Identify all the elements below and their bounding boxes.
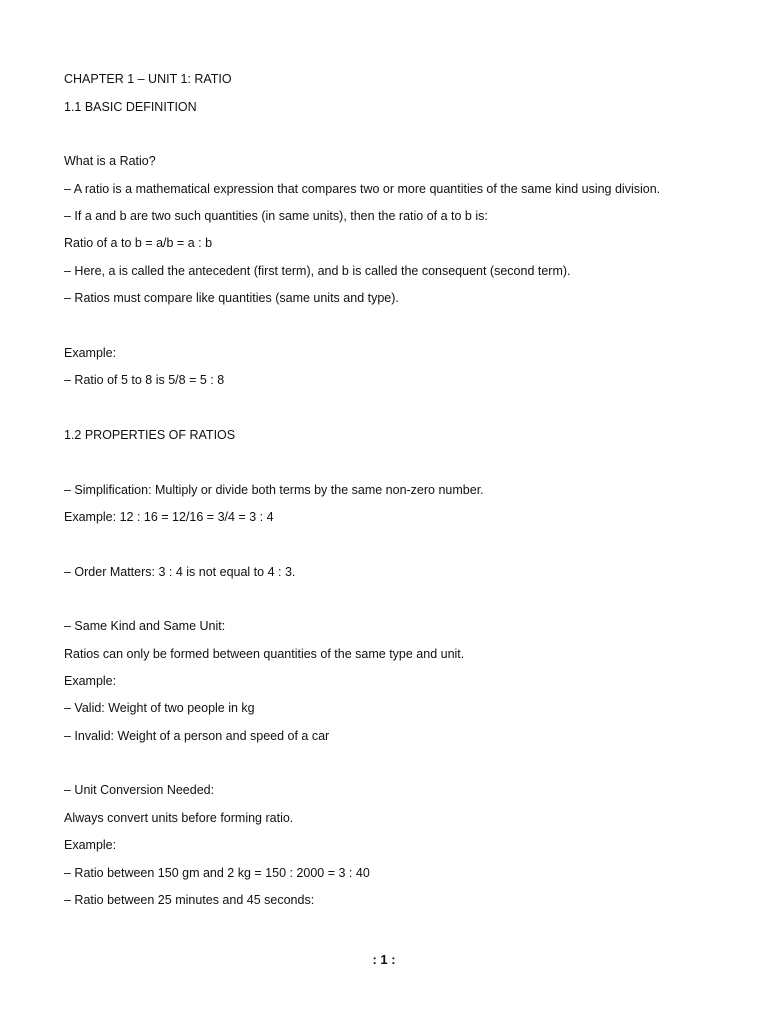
definition-line: – Ratios must compare like quantities (same units and type). xyxy=(64,291,399,305)
definition-line: – Here, a is called the antecedent (first term), and b is called the consequent (second term). xyxy=(64,264,571,278)
ratio-formula: Ratio of a to b = a/b = a : b xyxy=(64,236,213,250)
example-label: Example: xyxy=(64,838,117,852)
section-heading-properties: 1.2 PROPERTIES OF RATIOS xyxy=(64,428,236,442)
example-text: – Ratio of 5 to 8 is 5/8 = 5 : 8 xyxy=(64,373,225,387)
property-text: Always convert units before forming ratio. xyxy=(64,811,294,825)
example-text: – Valid: Weight of two people in kg xyxy=(64,701,255,715)
example-text: – Ratio between 25 minutes and 45 seconds: xyxy=(64,893,315,907)
example-label: Example: xyxy=(64,346,117,360)
section-heading-basic-definition: 1.1 BASIC DEFINITION xyxy=(64,100,197,114)
property-text: Ratios can only be formed between quantities of the same type and unit. xyxy=(64,647,465,661)
example-text: – Ratio between 150 gm and 2 kg = 150 : 2000 = 3 : 40 xyxy=(64,866,370,880)
example-text: Example: 12 : 16 = 12/16 = 3/4 = 3 : 4 xyxy=(64,510,274,524)
chapter-title: CHAPTER 1 – UNIT 1: RATIO xyxy=(64,72,232,86)
property-same-kind: – Same Kind and Same Unit: xyxy=(64,619,226,633)
example-text: – Invalid: Weight of a person and speed of a car xyxy=(64,729,330,743)
definition-line: – If a and b are two such quantities (in same units), then the ratio of a to b is: xyxy=(64,209,488,223)
property-simplification: – Simplification: Multiply or divide both terms by the same non-zero number. xyxy=(64,483,484,497)
page-number: : 1 : xyxy=(372,952,396,967)
property-unit-conversion: – Unit Conversion Needed: xyxy=(64,783,215,797)
question-text: What is a Ratio? xyxy=(64,154,156,168)
definition-line: – A ratio is a mathematical expression that compares two or more quantities of the same kind using division. xyxy=(64,182,661,196)
example-label: Example: xyxy=(64,674,117,688)
property-order-matters: – Order Matters: 3 : 4 is not equal to 4 : 3. xyxy=(64,565,296,579)
